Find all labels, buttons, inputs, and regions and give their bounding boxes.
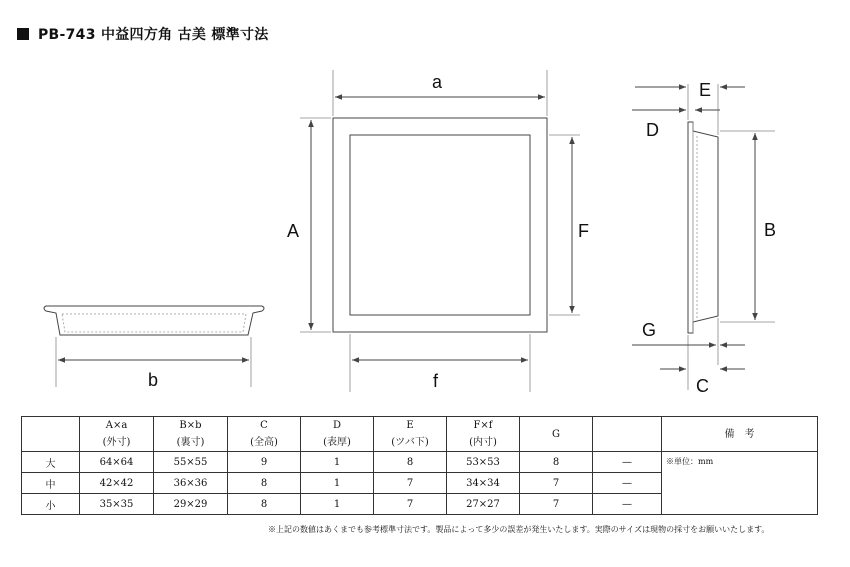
label-b: b	[148, 370, 159, 390]
cell-Aa: 64×64	[80, 452, 154, 473]
label-a: a	[432, 72, 443, 92]
label-B: B	[764, 220, 777, 240]
cell-E: 7	[374, 494, 447, 515]
cell-E: 8	[374, 452, 447, 473]
cell-G: 8	[520, 452, 593, 473]
cell-D: 1	[301, 494, 374, 515]
label-C: C	[696, 376, 709, 396]
table-header-row	[22, 417, 818, 452]
remarks-text: ※単位：mm	[666, 457, 714, 466]
header-cell-Ff: F×f (内寸)	[447, 417, 520, 452]
cell-Bb: 55×55	[154, 452, 228, 473]
profile-view	[632, 80, 776, 396]
table-row	[22, 452, 818, 473]
cell-D: 1	[301, 452, 374, 473]
side-section-view	[44, 306, 264, 390]
cell-Bb: 36×36	[154, 473, 228, 494]
label-F: F	[578, 221, 589, 241]
remarks-cell	[662, 452, 818, 515]
cell-extra: —	[593, 473, 662, 494]
cell-Aa: 35×35	[80, 494, 154, 515]
cell-G: 7	[520, 473, 593, 494]
cell-C: 8	[228, 473, 301, 494]
header-cell-D: D (表厚)	[301, 417, 374, 452]
cell-Aa: 42×42	[80, 473, 154, 494]
header-cell-G: G	[520, 417, 593, 452]
label-D: D	[646, 120, 659, 140]
cell-C: 8	[228, 494, 301, 515]
spec-table	[21, 416, 818, 515]
cell-extra: —	[593, 452, 662, 473]
footnote: ※上記の数値はあくまでも参考標準寸法です。製品によって多少の誤差が発生いたします。実際のサイズは現物の採寸をお願いいたします。	[268, 525, 770, 534]
cell-E: 7	[374, 473, 447, 494]
cell-size: 大	[22, 452, 80, 473]
label-f: f	[433, 371, 439, 391]
header-cell-Aa: A×a (外寸)	[80, 417, 154, 452]
cell-D: 1	[301, 473, 374, 494]
header-cell-remarks: 備 考	[662, 417, 818, 452]
cell-Ff: 34×34	[447, 473, 520, 494]
cell-Ff: 27×27	[447, 494, 520, 515]
cell-C: 9	[228, 452, 301, 473]
header-cell-size	[22, 417, 80, 452]
header-cell-extra	[593, 417, 662, 452]
cell-Bb: 29×29	[154, 494, 228, 515]
cell-G: 7	[520, 494, 593, 515]
label-G: G	[642, 320, 657, 340]
label-E: E	[699, 80, 712, 100]
cell-extra: —	[593, 494, 662, 515]
cell-size: 中	[22, 473, 80, 494]
header-cell-C: C (全高)	[228, 417, 301, 452]
header-cell-E: E (ツバ下)	[374, 417, 447, 452]
label-A: A	[287, 221, 300, 241]
cell-size: 小	[22, 494, 80, 515]
cell-Ff: 53×53	[447, 452, 520, 473]
title-text: PB-743 中益四方角 古美 標準寸法	[38, 27, 269, 43]
front-view	[287, 70, 589, 392]
header-cell-Bb: B×b (裏寸)	[154, 417, 228, 452]
